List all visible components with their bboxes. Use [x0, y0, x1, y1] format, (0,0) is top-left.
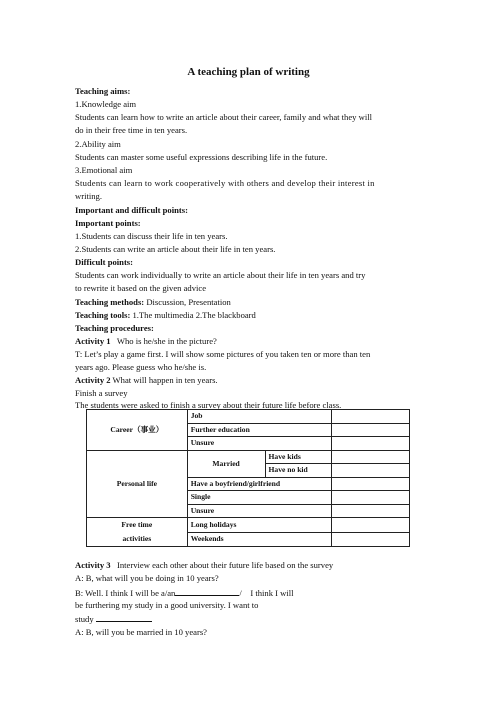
answer-cell [332, 491, 410, 505]
knowledge-aim-heading: 1.Knowledge aim [75, 99, 137, 109]
teaching-methods-value: Discussion, Presentation [144, 297, 231, 307]
personal-option-relationship: Have a boyfriend/girlfriend [187, 477, 332, 491]
teaching-methods-label: Teaching methods: [75, 297, 145, 307]
answer-blank [175, 587, 239, 596]
activity-1-teacher-line-1: T: Let’s play a game first. I will show some pictures of you taken ten or more than ten [75, 349, 371, 359]
table-row [87, 518, 410, 533]
free-time-label-line-2: activities [122, 534, 152, 543]
answer-cell [332, 437, 410, 451]
free-time-option-long-holidays: Long holidays [187, 518, 332, 533]
ability-aim-text: Students can master some useful expressions describing life in the future. [75, 152, 328, 162]
free-time-option-weekends: Weekends [187, 532, 332, 547]
activity-3 [75, 560, 422, 571]
important-points-heading: Important points: [75, 218, 141, 228]
emotional-aim-heading: 3.Emotional aim [75, 165, 133, 175]
career-category: Career（事业） [87, 410, 188, 451]
answer-cell [332, 464, 410, 478]
difficult-point-line-1: Students can work individually to write an article about their life in ten years and try [75, 270, 366, 280]
table-row [87, 450, 410, 464]
dialogue-a-question-1: A: B, what will you be doing in 10 years? [75, 573, 219, 583]
dialogue-b-answer-line-2: be furthering my study in a good university. I want to [75, 600, 259, 610]
activity-1-teacher-line-2: years ago. Please guess who he/she is. [75, 362, 207, 372]
knowledge-aim-line-1: Students can learn how to write an article about their career, family and what they will [75, 112, 372, 122]
activity-1-label: Activity 1 [75, 336, 111, 346]
answer-cell [332, 423, 410, 437]
personal-option-unsure: Unsure [187, 504, 332, 518]
personal-option-single: Single [187, 491, 332, 505]
activity-3-text: Interview each other about their future life based on the survey [110, 560, 334, 570]
free-time-label-line-1: Free time [121, 520, 153, 529]
teaching-tools-label: Teaching tools: [75, 310, 131, 320]
dialogue-b-study-word: study [75, 614, 94, 624]
activity-3-label: Activity 3 [75, 560, 111, 570]
teaching-methods [75, 297, 422, 308]
answer-cell [332, 450, 410, 464]
dialogue-b-answer-1 [75, 587, 422, 599]
difficult-point-line-2: to rewrite it based on the given advice [75, 283, 207, 293]
answer-cell [332, 532, 410, 547]
activity-1-text: Who is he/she in the picture? [110, 336, 217, 346]
dialogue-b-answer-line-3 [75, 613, 422, 625]
finish-survey-text: Finish a survey [75, 388, 128, 398]
teaching-tools [75, 310, 422, 321]
teaching-aims-heading: Teaching aims: [75, 86, 131, 96]
activity-2-text: What will happen in ten years. [110, 375, 218, 385]
career-option-further-education: Further education [187, 423, 332, 437]
free-time-category [87, 518, 188, 547]
married-have-no-kid: Have no kid [265, 464, 332, 478]
survey-table [86, 409, 410, 547]
married-have-kids: Have kids [265, 450, 332, 464]
ability-aim-heading: 2.Ability aim [75, 139, 121, 149]
career-option-unsure: Unsure [187, 437, 332, 451]
answer-cell [332, 477, 410, 491]
emotional-aim-line-2: writing. [75, 191, 102, 201]
answer-blank [96, 613, 152, 622]
emotional-aim-line-1: Students can learn to work cooperatively with others and develop their interest in [75, 178, 375, 188]
activity-1 [75, 336, 422, 347]
career-option-job: Job [187, 410, 332, 424]
survey-intro-text: The students were asked to finish a survey about their future life before class. [75, 400, 342, 410]
difficult-points-heading: Difficult points: [75, 257, 134, 267]
answer-cell [332, 410, 410, 424]
dialogue-b-answer-mid: / I think I will [239, 588, 294, 598]
teaching-tools-value: 1.The multimedia 2.The blackboard [130, 310, 256, 320]
activity-2-label: Activity 2 [75, 375, 111, 385]
personal-life-category: Personal life [87, 450, 188, 518]
dialogue-a-question-2: A: B, will you be married in 10 years? [75, 627, 207, 637]
important-point-1: 1.Students can discuss their life in ten years. [75, 231, 228, 241]
answer-cell [332, 504, 410, 518]
activity-2 [75, 375, 422, 386]
key-points-heading: Important and difficult points: [75, 205, 188, 215]
document-title: A teaching plan of writing [187, 66, 310, 78]
knowledge-aim-line-2: do in their free time in ten years. [75, 125, 188, 135]
answer-cell [332, 518, 410, 533]
table-row [87, 410, 410, 424]
important-point-2: 2.Students can write an article about their life in ten years. [75, 244, 276, 254]
teaching-procedures-heading: Teaching procedures: [75, 323, 154, 333]
dialogue-b-answer-start: B: Well. I think I will be a/an [75, 588, 176, 598]
personal-option-married: Married [187, 450, 265, 477]
